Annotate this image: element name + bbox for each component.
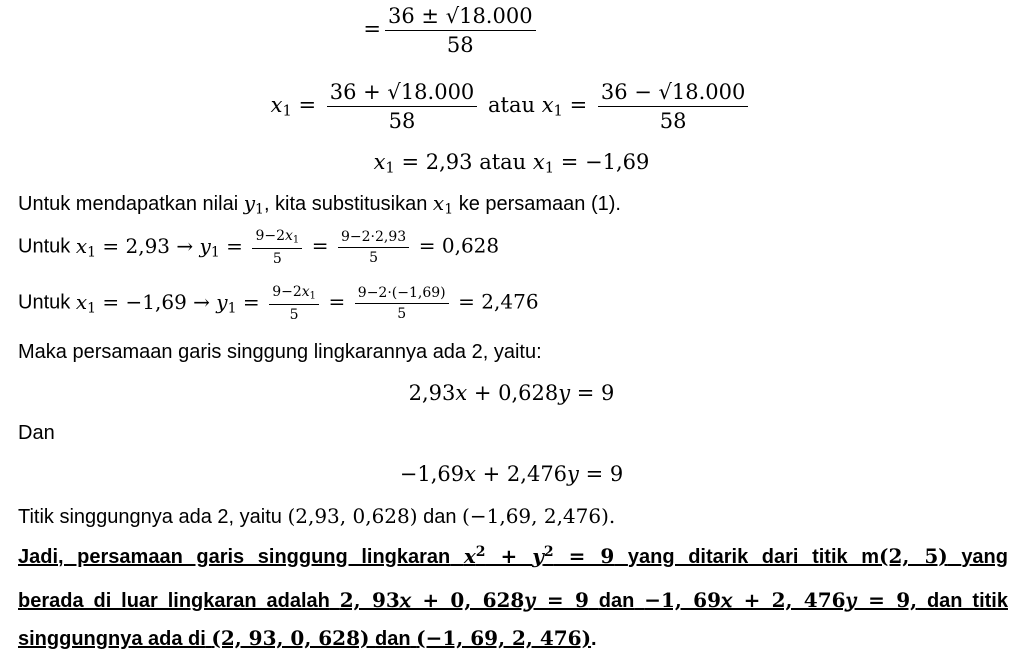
conclusion-text: dan titik — [926, 590, 1008, 612]
tangent-equation-2: −1,69𝑥 + 2,476𝑦 = 9 — [399, 462, 624, 486]
conclusion-text: yang ditarik dari titik m — [627, 546, 879, 568]
den: 5 — [397, 305, 407, 322]
x1-value-2: −1,69 — [585, 150, 650, 174]
conclusion-text: berada di luar lingkaran adalah — [18, 590, 330, 612]
fraction — [385, 4, 536, 57]
conclusion-text: dan — [375, 628, 411, 650]
conclusion-point-2: (−1, 69, 2, 476) — [416, 626, 592, 650]
point-2: (−1,69, 2,476). — [462, 504, 616, 528]
calc-y1-second: Untuk $x_1 = -1,69 \to y_1$ = $\frac{9-2x_1}{5}$ = $\frac{9-2\cdot(-1,69)}{5}$ = 2,476 — [18, 284, 539, 323]
den: 5 — [272, 250, 282, 267]
conclusion-text: dan — [598, 590, 635, 612]
maka-text: Maka persamaan garis singgung lingkarannya ada 2, yaitu: — [18, 341, 542, 363]
equation-x1-values: $x_1 = 2,93$ atau $x_1 = -1,69$ — [373, 150, 650, 177]
fraction-substituted — [355, 285, 449, 322]
y1-result: 0,628 — [441, 233, 500, 258]
fraction-numerator: 36 ± √18.000 — [385, 4, 536, 31]
num: 9−2 — [255, 228, 285, 244]
conclusion-equation-1: 2, 93𝑥 + 0, 628𝑦 = 9 — [339, 588, 589, 612]
conclusion-line-2 — [18, 588, 1008, 613]
y1-result: 2,476 — [481, 289, 539, 314]
fraction-substituted — [338, 229, 409, 266]
fraction-numerator: 36 + √18.000 — [327, 80, 478, 107]
point-m: (2, 5) — [879, 544, 948, 568]
num: 9−2 — [272, 284, 302, 300]
den: 5 — [289, 306, 299, 323]
conclusion-text: Jadi, persamaan garis singgung lingkaran — [18, 546, 451, 568]
x-value: 2,93 — [125, 233, 171, 258]
fraction-denominator: 58 — [388, 109, 416, 134]
fraction-general: $\frac{9-2x_1}{5}$ — [269, 284, 319, 323]
fraction-numerator: 36 − √18.000 — [598, 80, 749, 107]
conclusion-point-1: (2, 93, 0, 628) — [211, 626, 370, 650]
fraction-general: $\frac{9-2x_1}{5}$ — [252, 228, 302, 267]
conclusion-line-1: Jadi, persamaan garis singgung lingkaran $x^2 + y^2 = 9$ yang ditarik dari titik m(2, 5) yang — [18, 544, 1008, 568]
conclusion-line-3: singgungnya ada di (2, 93, 0, 628) dan (−1, 69, 2, 476). — [18, 626, 597, 650]
x-value: −1,69 — [125, 289, 187, 314]
titik-part-a: Titik singgungnya ada 2, yaitu — [18, 506, 282, 528]
intro-text: Untuk mendapatkan nilai $y_1$, kita substitusikan $x_1$ ke persamaan (1). — [18, 191, 621, 218]
den: 5 — [369, 249, 379, 266]
equation-fraction-pm: = $\frac{36 \pm √18.000}{58}$ — [0, 4, 1023, 57]
point-1: (2,93, 0,628) — [287, 504, 418, 528]
num: 9−2·2,93 — [338, 229, 409, 248]
tangent-equation-1: 2,93𝑥 + 0,628𝑦 = 9 — [408, 381, 615, 405]
conclusion-text: singgungnya ada di — [18, 628, 206, 650]
num: 9−2·(−1,69) — [355, 285, 449, 304]
titik-text — [18, 504, 615, 529]
fraction-plus — [327, 80, 478, 133]
equation-x1-roots: $x_1$ = $\frac{36 + √18.000}{58}$ atau $x_1$ = $\frac{36 - √18.000}{58}$ — [0, 80, 1023, 133]
intro-part-b: , kita substitusikan — [263, 193, 428, 215]
x1-value-1: 2,93 — [425, 150, 473, 174]
calc-y1-first: Untuk $x_1 = 2,93 \to y_1$ = $\frac{9-2x_1}{5}$ = $\frac{9-2\cdot 2,93}{5}$ = 0,628 — [18, 228, 500, 267]
untuk-word: Untuk — [18, 235, 71, 258]
dan-text: Dan — [18, 422, 55, 444]
untuk-word: Untuk — [18, 291, 71, 314]
fraction-minus — [598, 80, 749, 133]
conclusion-text: yang — [961, 546, 1008, 568]
atau-word: atau — [487, 93, 535, 118]
fraction-denominator: 58 — [659, 109, 687, 134]
intro-part-c: ke persamaan (1). — [458, 193, 621, 215]
titik-part-b: dan — [423, 506, 457, 528]
fraction-denominator: 58 — [446, 33, 474, 58]
atau-word: atau — [479, 150, 527, 174]
conclusion-equation-2: −1, 69𝑥 + 2, 476𝑦 = 9, — [644, 588, 918, 612]
intro-part-a: Untuk mendapatkan nilai — [18, 193, 239, 215]
